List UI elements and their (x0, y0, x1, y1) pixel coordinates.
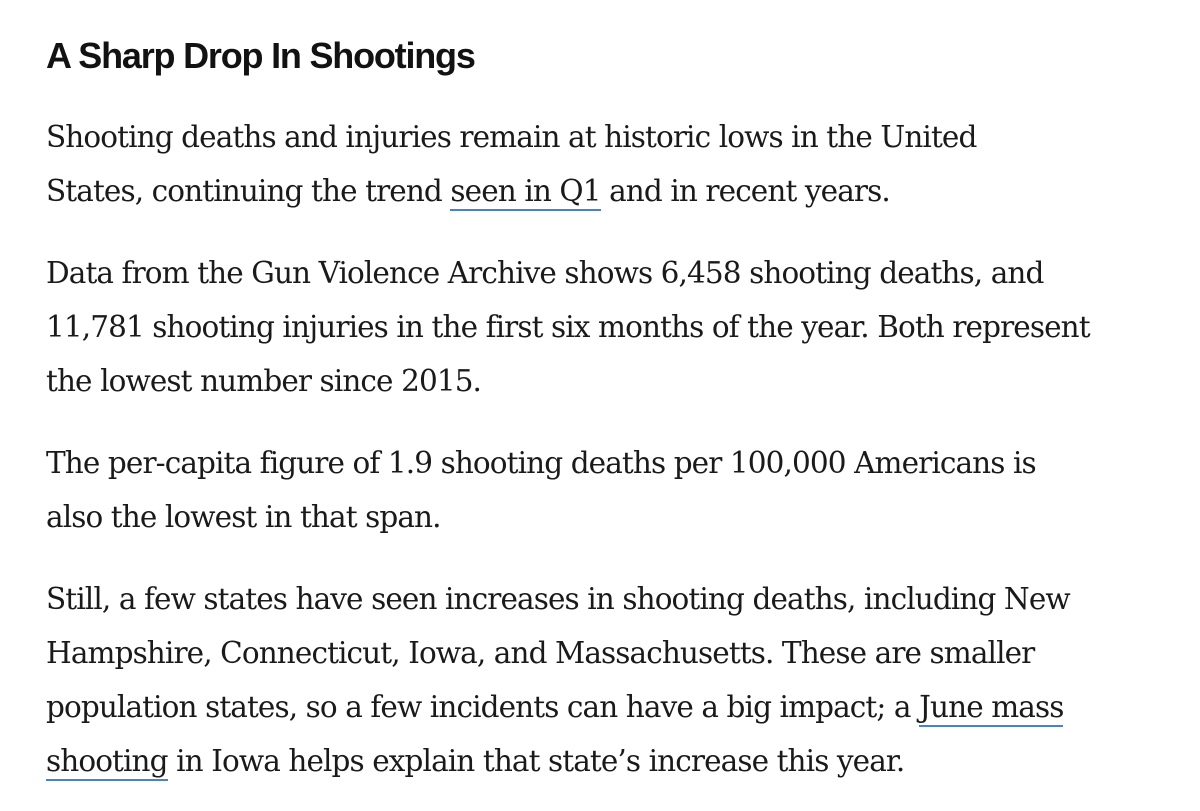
text-line: Still, a few states have seen increases in shooting deaths, including New (46, 582, 1070, 616)
text-line: also the lowest in that span. (46, 500, 441, 534)
june-mass-shooting-link[interactable]: June mass (919, 690, 1063, 727)
text-line: Shooting deaths and injuries remain at historic lows in the United (46, 120, 977, 154)
text-line: The per-capita figure of 1.9 shooting deaths per 100,000 Americans is (46, 446, 1036, 480)
paragraph-per-capita (46, 436, 1186, 544)
text-line: the lowest number since 2015. (46, 364, 482, 398)
text-line: Data from the Gun Violence Archive shows 6,458 shooting deaths, and (46, 256, 1044, 290)
text-line: Hampshire, Connecticut, Iowa, and Massachusetts. These are smaller (46, 636, 1035, 670)
text-line: 11,781 shooting injuries in the first six months of the year. Both represent (46, 310, 1090, 344)
text-segment: in Iowa helps explain that state’s increase this year. (167, 744, 905, 778)
text-segment: and in recent years. (600, 174, 890, 208)
section-heading: A Sharp Drop In Shootings (46, 35, 475, 76)
seen-in-q1-link[interactable]: seen in Q1 (450, 174, 600, 211)
article-body (46, 0, 1186, 788)
text-segment: States, continuing the trend (46, 174, 451, 208)
paragraph-historic-lows (46, 110, 1186, 218)
text-segment: population states, so a few incidents can have a big impact; a (46, 690, 920, 724)
text-line (46, 734, 1186, 788)
paragraph-gva-data (46, 246, 1186, 408)
paragraph-state-increases (46, 572, 1186, 788)
text-line (46, 680, 1186, 734)
text-line (46, 164, 1186, 218)
june-mass-shooting-link-continued[interactable]: shooting (46, 744, 168, 781)
